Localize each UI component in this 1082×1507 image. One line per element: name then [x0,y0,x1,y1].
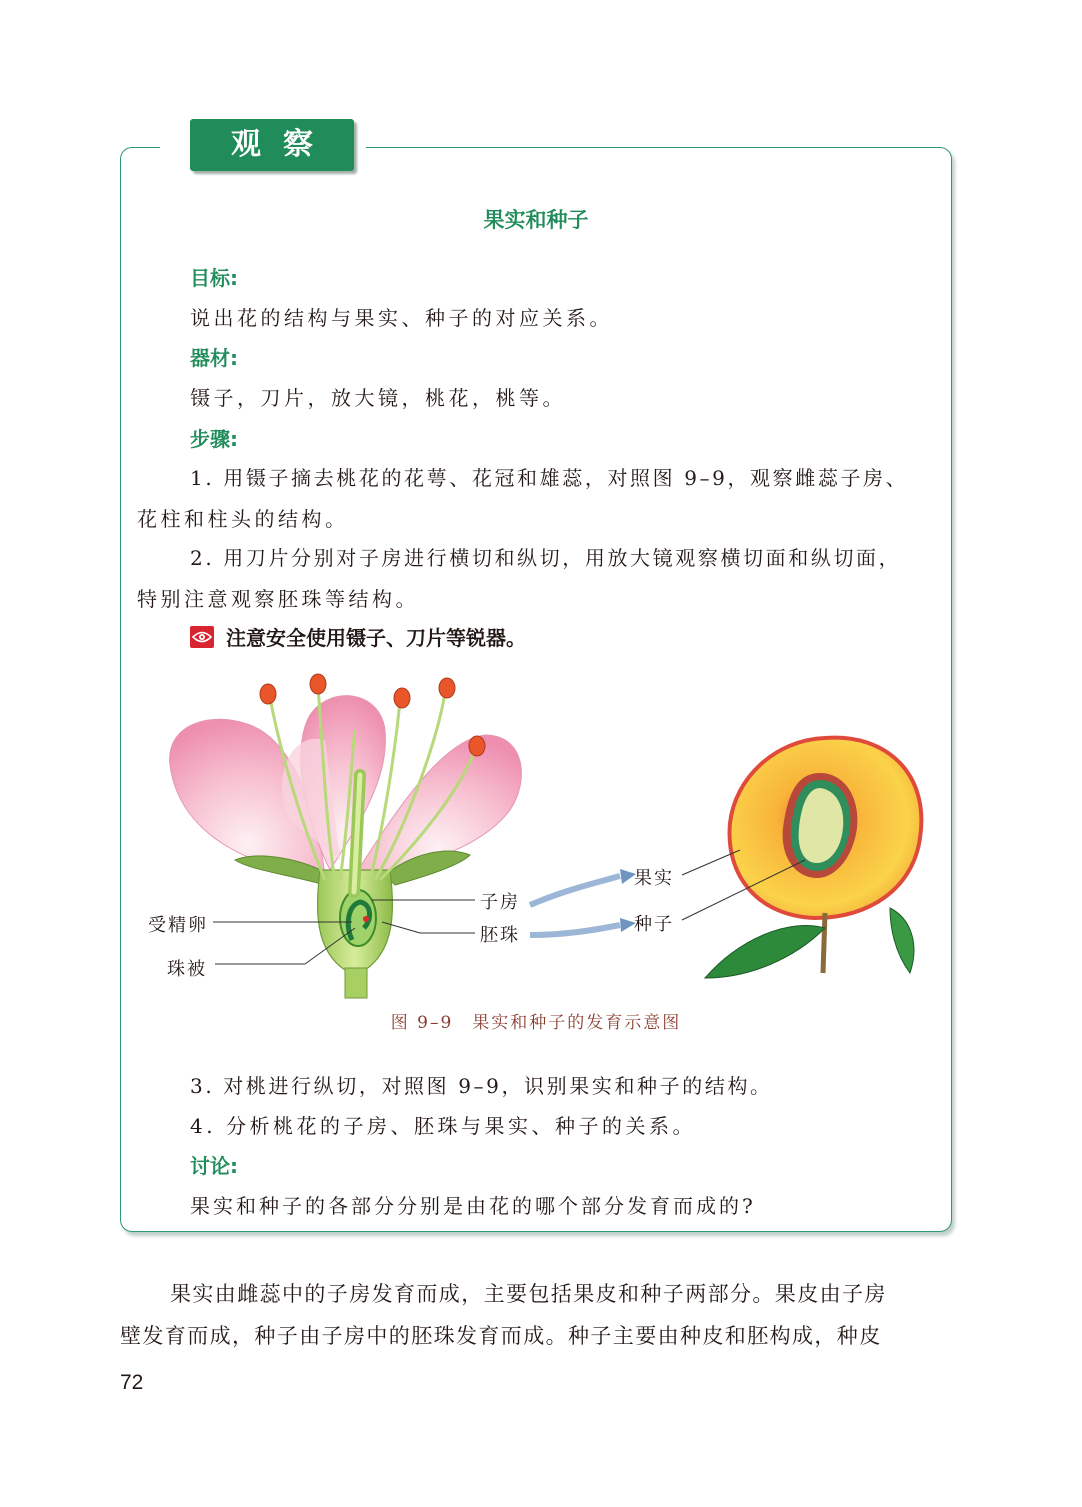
step3-text: 3. 对桃进行纵切，对照图 9–9，识别果实和种子的结构。 [190,1074,773,1098]
page-number: 72 [120,1371,144,1394]
goal-heading: 目标: [190,266,238,290]
label-fruit: 果实 [634,868,674,889]
label-ovary: 子房 [480,892,520,913]
label-ovule: 胚珠 [480,925,520,946]
discuss-heading: 讨论: [190,1154,238,1178]
steps-heading: 步骤: [190,427,238,451]
warning-text: 注意安全使用镊子、刀片等锐器。 [226,626,526,650]
observation-tag: 观察 [190,119,354,171]
step2-line1: 2. 用刀片分别对子房进行横切和纵切，用放大镜观察横切面和纵切面， [190,546,902,570]
goal-text: 说出花的结构与果实、种子的对应关系。 [190,306,613,330]
step2-line2: 特别注意观察胚珠等结构。 [137,587,419,611]
material-text: 镊子，刀片，放大镜，桃花，桃等。 [190,386,566,410]
material-heading: 器材: [190,346,238,370]
body-line-1: 果实由雌蕊中的子房发育而成，主要包括果皮和种子两部分。果皮由子房 [170,1282,887,1306]
step1-line1: 1. 用镊子摘去桃花的花萼、花冠和雄蕊，对照图 9–9，观察雌蕊子房、 [190,466,909,490]
step4-text: 4. 分析桃花的子房、胚珠与果实、种子的关系。 [190,1114,696,1138]
figure-caption: 图 9–9 果实和种子的发育示意图 [390,1013,682,1033]
label-integument: 珠被 [167,959,207,980]
label-seed: 种子 [634,914,674,935]
section-title: 果实和种子 [483,208,589,232]
step1-line2: 花柱和柱头的结构。 [137,507,349,531]
discuss-text: 果实和种子的各部分分别是由花的哪个部分发育而成的? [190,1194,756,1218]
label-fertilized-egg: 受精卵 [148,915,208,936]
body-line-2: 壁发育而成，种子由子房中的胚珠发育而成。种子主要由种皮和胚构成，种皮 [120,1324,882,1348]
